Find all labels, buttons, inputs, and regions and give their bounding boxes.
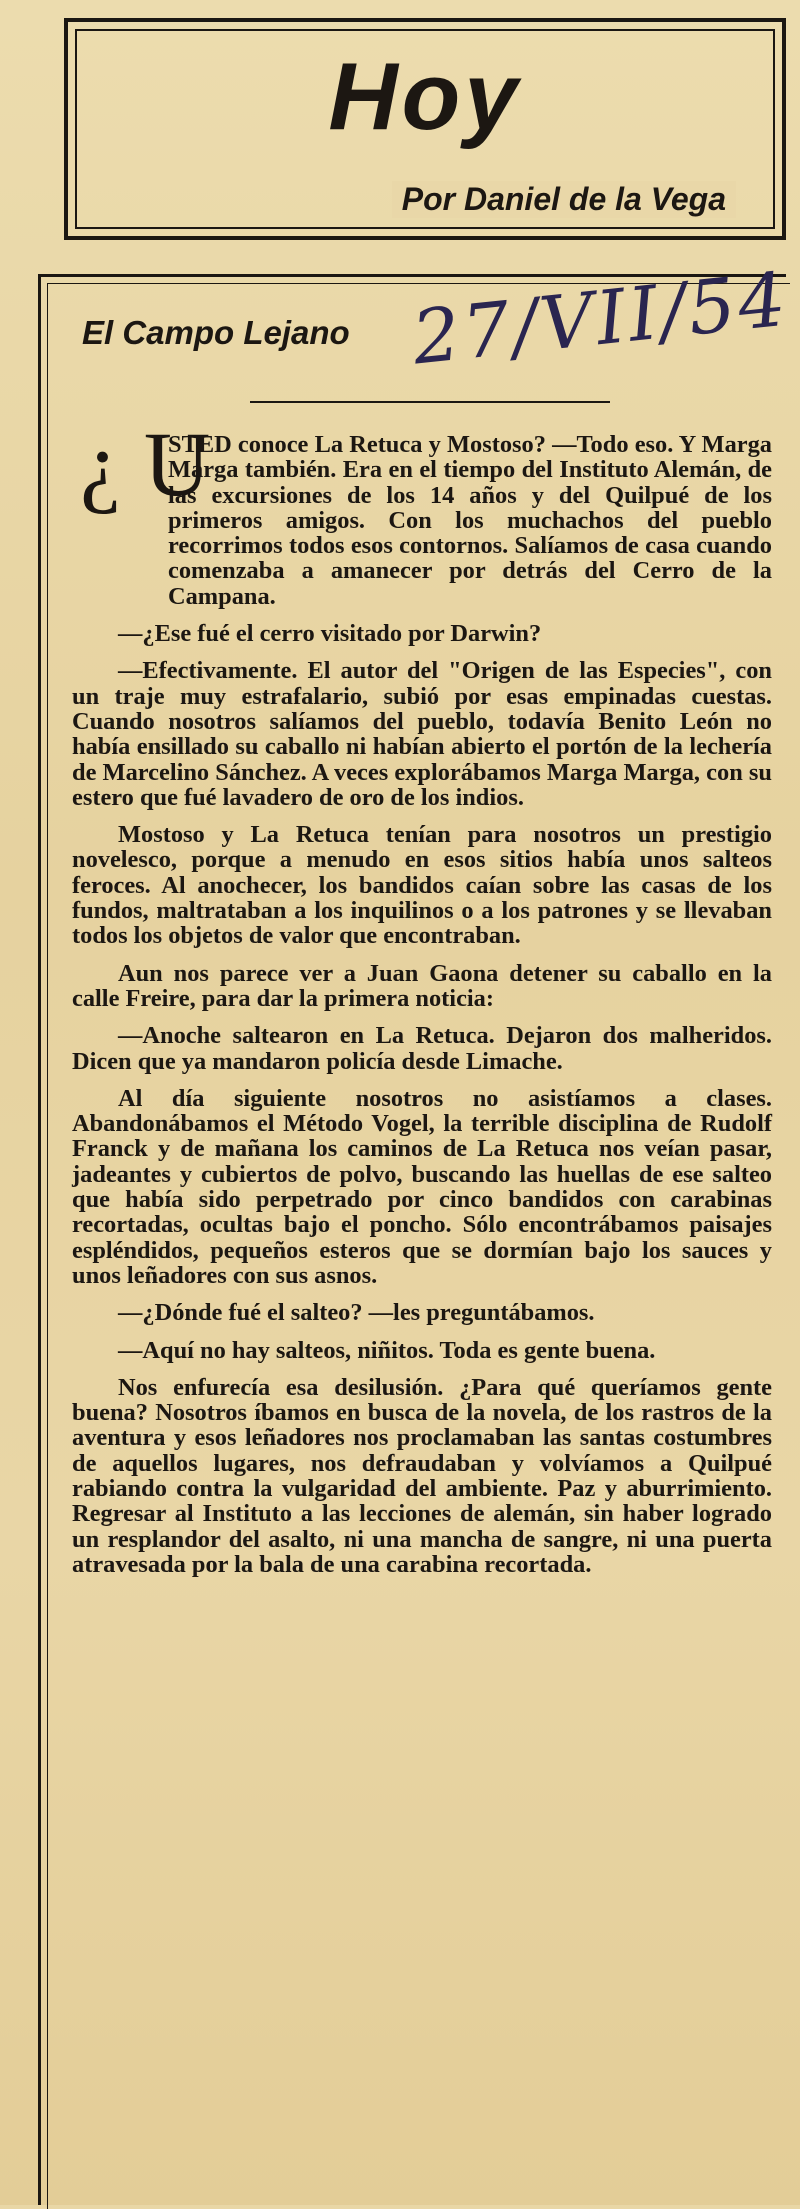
paragraph: —Anoche saltearon en La Retuca. Dejaron dos malheridos. Dicen que ya mandaron policía desde Limache. bbox=[72, 1022, 772, 1075]
article-body bbox=[72, 432, 772, 1589]
heading-rule bbox=[250, 401, 610, 403]
paragraph: STED conoce La Retuca y Mostoso? —Todo eso. Y Marga Marga también. Era en el tiempo del Instituto Alemán, de las excursiones de los 14 años y del Quilpué de los primeros amigos. Con los muchachos del pueblo recorrimos todos esos contornos. Salíamos de casa cuando comenzaba a amanecer por detrás del Cerro de la Campana. bbox=[168, 431, 772, 610]
paragraph: Mostoso y La Retuca tenían para nosotros un prestigio novelesco, porque a menudo en esos sitios había unos salteos feroces. Al anochecer, los bandidos caían sobre las casas de los fundos, maltrataban a los inquilinos o a los patrones y se llevaban todos los objetos de valor que encontraban. bbox=[72, 821, 772, 950]
paragraph: Aun nos parece ver a Juan Gaona detener su caballo en la calle Freire, para dar la primera noticia: bbox=[72, 959, 772, 1012]
byline: Por Daniel de la Vega bbox=[392, 181, 736, 218]
drop-cap: ¿ U bbox=[80, 413, 211, 515]
paragraph: Al día siguiente nosotros no asistíamos a clases. Abandonábamos el Método Vogel, la terrible disciplina de Rudolf Franck y de mañana los caminos de La Retuca nos veían pasar, jadeantes y cubiertos de polvo, buscando las huellas de ese salteo que había sido perpetrado por cinco bandidos con carabinas recortadas, ocultas bajo el poncho. Sólo encontrábamos paisajes espléndidos, pequeños esteros que se dormían bajo los sauces y unos leñadores con sus asnos. bbox=[72, 1084, 772, 1289]
paragraph: —Efectivamente. El autor del "Origen de las Especies", con un traje muy estrafalario, subió por esas empinadas cuestas. Cuando nosotros salíamos del pueblo, todavía Benito León no había ensillado su caballo ni habían abierto el portón de la lechería de Marcelino Sánchez. A veces explorábamos Marga Marga, con su estero que fué lavadero de oro de los indios. bbox=[72, 657, 772, 811]
paragraph: Nos enfurecía esa desilusión. ¿Para qué queríamos gente buena? Nosotros íbamos en busca de la novela, de los rastros de la aventura y esos leñadores nos proclamaban las santas costumbres de aquellos lugares, nos defraudaban y volvíamos a Quilpué rabiando contra la vulgaridad del ambiente. Paz y aburrimiento. Regresar al Instituto a las lecciones de alemán, sin haber logrado un resplandor del asalto, ni una mancha de sangre, ni una puerta atravesada por la bala de una carabina recortada. bbox=[72, 1373, 772, 1578]
paragraph: —Aquí no hay salteos, niñitos. Toda es gente buena. bbox=[118, 1336, 656, 1364]
section-heading: El Campo Lejano bbox=[82, 314, 350, 351]
paragraph: —¿Dónde fué el salteo? —les preguntábamos. bbox=[118, 1299, 595, 1327]
handwritten-date: 27/VII/54 bbox=[408, 256, 793, 382]
masthead-box bbox=[64, 18, 786, 240]
column-title: Hoy bbox=[328, 43, 522, 150]
paragraph: —¿Ese fué el cerro visitado por Darwin? bbox=[118, 620, 542, 648]
